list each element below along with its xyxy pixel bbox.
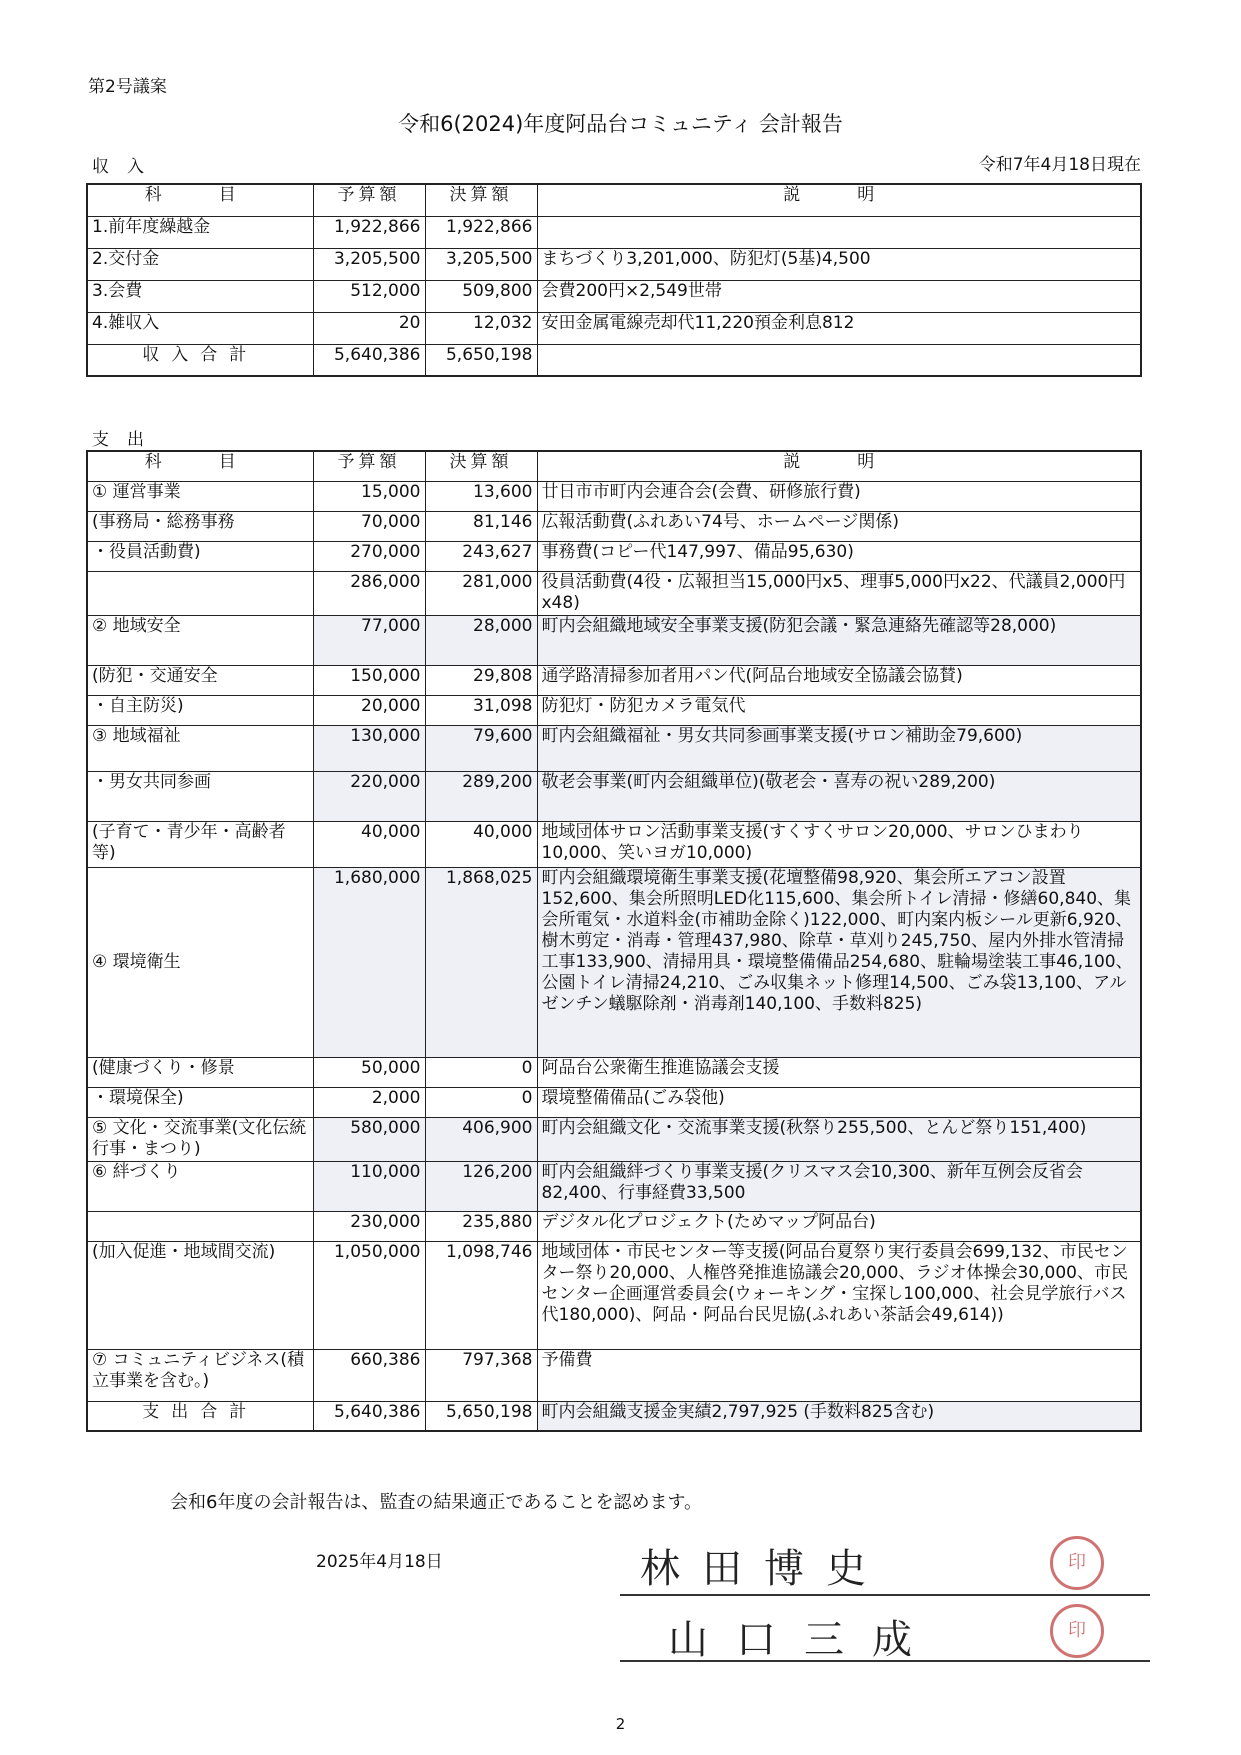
- expense-section-label: 支出: [92, 430, 162, 450]
- header-actual: 決算額: [425, 184, 537, 216]
- row-budget: 150,000: [313, 665, 425, 695]
- row-description: 廿日市市町内会連合会(会費、研修旅行費): [537, 481, 1141, 511]
- total-budget: 5,640,386: [313, 1401, 425, 1431]
- row-item: 4.雑収入: [87, 312, 313, 344]
- signature-1: 林田博史: [640, 1546, 888, 1592]
- audit-note: 会和6年度の会計報告は、監査の結果適正であることを認めます。: [170, 1492, 703, 1513]
- row-item: ・自主防災): [87, 695, 313, 725]
- row-budget: 130,000: [313, 725, 425, 771]
- row-actual: 509,800: [425, 280, 537, 312]
- header-item: 科 目: [87, 184, 313, 216]
- row-description: まちづくり3,201,000、防犯灯(5基)4,500: [537, 248, 1141, 280]
- total-actual: 5,650,198: [425, 344, 537, 376]
- row-description: 役員活動費(4役・広報担当15,000円x5、理事5,000円x22、代議員2,000円x48): [537, 571, 1141, 615]
- row-item: [87, 571, 313, 615]
- row-item: ・男女共同参画: [87, 771, 313, 821]
- row-description: 町内会組織文化・交流事業支援(秋祭り255,500、とんど祭り151,400): [537, 1117, 1141, 1161]
- row-budget: 270,000: [313, 541, 425, 571]
- total-label: 支出合計: [87, 1401, 313, 1431]
- row-actual: 40,000: [425, 821, 537, 867]
- row-description: 安田金属電線売却代11,220預金利息812: [537, 312, 1141, 344]
- seal-2: 印: [1050, 1604, 1104, 1658]
- table-row: [87, 571, 1141, 615]
- row-item: [87, 1211, 313, 1241]
- header-description: 説 明: [537, 451, 1141, 481]
- income-table: [86, 183, 1142, 377]
- row-description: 事務費(コピー代147,997、備品95,630): [537, 541, 1141, 571]
- as-of-date: 令和7年4月18日現在: [978, 155, 1141, 175]
- table-row: [87, 725, 1141, 771]
- table-row: [87, 1161, 1141, 1211]
- row-item: 2.交付金: [87, 248, 313, 280]
- row-actual: 31,098: [425, 695, 537, 725]
- table-row: [87, 541, 1141, 571]
- table-row: [87, 1057, 1141, 1087]
- row-actual: 1,868,025: [425, 867, 537, 1057]
- signature-2: 山口三成: [668, 1617, 940, 1663]
- row-item: 1.前年度繰越金: [87, 216, 313, 248]
- header-budget: 予算額: [313, 184, 425, 216]
- row-item: ③ 地域福祉: [87, 725, 313, 771]
- row-item: ⑦ コミュニティビジネス(積立事業を含む。): [87, 1349, 313, 1401]
- row-item: ④ 環境衛生: [87, 867, 313, 1057]
- header-item: 科 目: [87, 451, 313, 481]
- expense-total-row: [87, 1401, 1141, 1431]
- row-actual: 0: [425, 1057, 537, 1087]
- row-budget: 660,386: [313, 1349, 425, 1401]
- row-actual: 81,146: [425, 511, 537, 541]
- signature-line-1: [620, 1594, 1150, 1596]
- income-header-row: [87, 184, 1141, 216]
- row-item: ・役員活動費): [87, 541, 313, 571]
- table-row: [87, 771, 1141, 821]
- row-budget: 70,000: [313, 511, 425, 541]
- row-item: ① 運営事業: [87, 481, 313, 511]
- table-row: [87, 248, 1141, 280]
- audit-date: 2025年4月18日: [316, 1552, 443, 1572]
- row-description: 広報活動費(ふれあい74号、ホームページ関係): [537, 511, 1141, 541]
- row-item: 3.会費: [87, 280, 313, 312]
- row-budget: 77,000: [313, 615, 425, 665]
- total-description: 町内会組織支援金実績2,797,925 (手数料825含む): [537, 1401, 1141, 1431]
- row-item: (防犯・交通安全: [87, 665, 313, 695]
- table-row: [87, 1117, 1141, 1161]
- row-budget: 110,000: [313, 1161, 425, 1211]
- row-description: 町内会組織環境衛生事業支援(花壇整備98,920、集会所エアコン設置152,600、集会所照明LED化115,600、集会所トイレ清掃・修繕60,840、集会所電気・水道料金(市補助金除く)122,000、町内案内板シール更新6,920、樹木剪定・消毒・管理437,980、除草・草刈り245,750、屋内外排水管清掃工事133,900、清掃用具・環境整備備品254,680、駐輪場塗装工事46,100、公園トイレ清掃24,210、ごみ収集ネット修理14,500、ごみ袋13,100、アルゼンチン蟻駆除剤・消毒剤140,100、手数料825): [537, 867, 1141, 1057]
- table-row: [87, 511, 1141, 541]
- table-row: [87, 1211, 1141, 1241]
- row-actual: 1,098,746: [425, 1241, 537, 1349]
- row-description: 敬老会事業(町内会組織単位)(敬老会・喜寿の祝い289,200): [537, 771, 1141, 821]
- row-actual: 289,200: [425, 771, 537, 821]
- table-row: [87, 695, 1141, 725]
- table-row: [87, 1087, 1141, 1117]
- row-actual: 406,900: [425, 1117, 537, 1161]
- row-item: ② 地域安全: [87, 615, 313, 665]
- row-description: 町内会組織福祉・男女共同参画事業支援(サロン補助金79,600): [537, 725, 1141, 771]
- row-actual: 797,368: [425, 1349, 537, 1401]
- row-actual: 12,032: [425, 312, 537, 344]
- row-budget: 50,000: [313, 1057, 425, 1087]
- row-budget: 1,922,866: [313, 216, 425, 248]
- total-actual: 5,650,198: [425, 1401, 537, 1431]
- row-budget: 220,000: [313, 771, 425, 821]
- table-row: [87, 867, 1141, 1057]
- table-row: [87, 821, 1141, 867]
- row-item: ⑤ 文化・交流事業(文化伝統行事・まつり): [87, 1117, 313, 1161]
- table-row: [87, 615, 1141, 665]
- table-row: [87, 216, 1141, 248]
- page-number: 2: [615, 1715, 626, 1733]
- header-budget: 予算額: [313, 451, 425, 481]
- row-item: ・環境保全): [87, 1087, 313, 1117]
- row-actual: 281,000: [425, 571, 537, 615]
- row-description: 防犯灯・防犯カメラ電気代: [537, 695, 1141, 725]
- row-description: 町内会組織地域安全事業支援(防犯会議・緊急連絡先確認等28,000): [537, 615, 1141, 665]
- row-actual: 79,600: [425, 725, 537, 771]
- row-description: 通学路清掃参加者用パン代(阿品台地域安全協議会協賛): [537, 665, 1141, 695]
- row-budget: 20: [313, 312, 425, 344]
- seal-1: 印: [1050, 1536, 1104, 1590]
- row-budget: 15,000: [313, 481, 425, 511]
- table-row: [87, 481, 1141, 511]
- row-budget: 286,000: [313, 571, 425, 615]
- total-budget: 5,640,386: [313, 344, 425, 376]
- row-description: 地域団体サロン活動事業支援(すくすくサロン20,000、サロンひまわり10,000、笑いヨガ10,000): [537, 821, 1141, 867]
- row-item: ⑥ 絆づくり: [87, 1161, 313, 1211]
- row-actual: 13,600: [425, 481, 537, 511]
- row-actual: 235,880: [425, 1211, 537, 1241]
- row-budget: 512,000: [313, 280, 425, 312]
- total-label: 収入合計: [87, 344, 313, 376]
- row-description: 会費200円×2,549世帯: [537, 280, 1141, 312]
- row-item: (加入促進・地域間交流): [87, 1241, 313, 1349]
- row-budget: 1,050,000: [313, 1241, 425, 1349]
- row-actual: 243,627: [425, 541, 537, 571]
- row-description: 環境整備備品(ごみ袋他): [537, 1087, 1141, 1117]
- row-item: (健康づくり・修景: [87, 1057, 313, 1087]
- row-budget: 230,000: [313, 1211, 425, 1241]
- row-description: 地域団体・市民センター等支援(阿品台夏祭り実行委員会699,132、市民センター祭り20,000、人権啓発推進協議会20,000、ラジオ体操会30,000、市民センター企画運営委員会(ウォーキング・宝探し100,000、社会見学旅行バス代180,000)、阿品・阿品台民児協(ふれあい茶話会49,614)): [537, 1241, 1141, 1349]
- row-actual: 126,200: [425, 1161, 537, 1211]
- row-actual: 28,000: [425, 615, 537, 665]
- table-row: [87, 665, 1141, 695]
- signature-line-2: [620, 1660, 1150, 1662]
- row-item: (事務局・総務事務: [87, 511, 313, 541]
- row-description: 町内会組織絆づくり事業支援(クリスマス会10,300、新年互例会反省会82,400、行事経費33,500: [537, 1161, 1141, 1211]
- income-section-label: 収入: [92, 157, 162, 177]
- row-actual: 0: [425, 1087, 537, 1117]
- row-budget: 580,000: [313, 1117, 425, 1161]
- header-actual: 決算額: [425, 451, 537, 481]
- row-actual: 1,922,866: [425, 216, 537, 248]
- row-description: 阿品台公衆衛生推進協議会支援: [537, 1057, 1141, 1087]
- table-row: [87, 280, 1141, 312]
- row-item: (子育て・青少年・高齢者等): [87, 821, 313, 867]
- table-row: [87, 1241, 1141, 1349]
- expense-table: [86, 450, 1142, 1432]
- total-empty: [537, 344, 1141, 376]
- expense-header-row: [87, 451, 1141, 481]
- row-description: 予備費: [537, 1349, 1141, 1401]
- table-row: [87, 312, 1141, 344]
- row-actual: 29,808: [425, 665, 537, 695]
- row-budget: 2,000: [313, 1087, 425, 1117]
- table-row: [87, 1349, 1141, 1401]
- row-budget: 20,000: [313, 695, 425, 725]
- income-total-row: [87, 344, 1141, 376]
- row-budget: 1,680,000: [313, 867, 425, 1057]
- row-budget: 3,205,500: [313, 248, 425, 280]
- document-number: 第2号議案: [88, 77, 167, 97]
- row-actual: 3,205,500: [425, 248, 537, 280]
- document-title: 令和6(2024)年度阿品台コミュニティ 会計報告: [398, 112, 843, 136]
- row-description: デジタル化プロジェクト(ためマップ阿品台): [537, 1211, 1141, 1241]
- row-description: [537, 216, 1141, 248]
- row-budget: 40,000: [313, 821, 425, 867]
- header-description: 説 明: [537, 184, 1141, 216]
